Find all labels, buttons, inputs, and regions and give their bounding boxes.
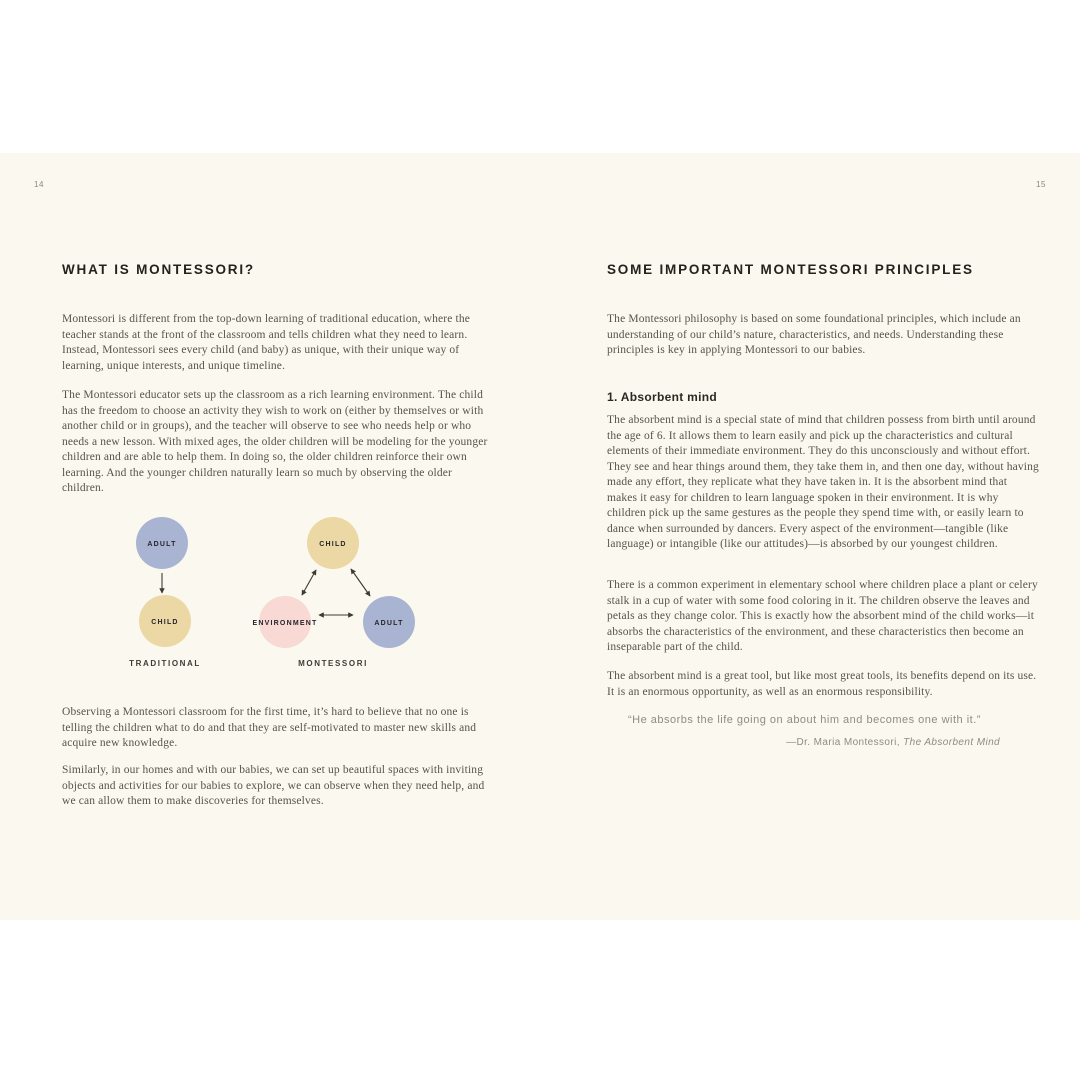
montessori-vs-traditional-diagram bbox=[62, 515, 494, 677]
quote-attribution bbox=[628, 737, 1000, 748]
right-page-title: SOME IMPORTANT MONTESSORI PRINCIPLES bbox=[607, 262, 974, 277]
diagram-canvas bbox=[62, 515, 492, 677]
quote-attribution-book-title: The Absorbent Mind bbox=[903, 737, 1000, 748]
page-number-left: 14 bbox=[34, 180, 44, 189]
traditional-adult-label: ADULT bbox=[147, 541, 177, 548]
page-number-right: 15 bbox=[1036, 180, 1046, 189]
quote-text: “He absorbs the life going on about him and becomes one with it.” bbox=[628, 714, 981, 726]
montessori-caption: MONTESSORI bbox=[298, 659, 368, 668]
traditional-child-label: CHILD bbox=[151, 619, 179, 626]
left-page-title: WHAT IS MONTESSORI? bbox=[62, 262, 255, 277]
section-heading-absorbent-mind: 1. Absorbent mind bbox=[607, 390, 717, 404]
paragraph: The absorbent mind is a great tool, but like most great tools, its benefits depend on its use. It is an enormous opportunity, as well as an enormous responsibility. bbox=[607, 670, 1037, 698]
traditional-caption: TRADITIONAL bbox=[129, 659, 201, 668]
paragraph: Montessori is different from the top-down learning of traditional education, where the teacher stands at the front of the classroom and tells children what they need to learn. Instead, Montessori sees every child (and baby) as unique, with their unique way of learning, unique interests, and unique timeline. bbox=[62, 313, 471, 372]
quote-attribution-author: —Dr. Maria Montessori, bbox=[786, 737, 904, 748]
montessori-environment-label: ENVIRONMENT bbox=[252, 620, 318, 627]
paragraph: Similarly, in our homes and with our babies, we can set up beautiful spaces with inviting objects and activities for our babies to explore, we can observe when they need help, and we can allow them to make discoveries for themselves. bbox=[62, 764, 485, 807]
paragraph: There is a common experiment in elementary school where children place a plant or celery stalk in a cup of water with some food coloring in it. The children observe the leaves and petals as they change color. This is exactly how the absorbent mind of the child works—it absorbs the characteristics of the environment, and these characteristics then become an inseparable part of the child. bbox=[607, 579, 1038, 653]
paragraph: The Montessori educator sets up the classroom as a rich learning environment. The child has the freedom to choose an activity they wish to work on (either by themselves or with another child or in groups), and the teacher will observe to see who needs help or who needs a new lesson. With mixed ages, the older children will be modeling for the younger children and are able to help them. In doing so, the older children reinforce their own learning. And the younger children naturally learn so much by observing the older children. bbox=[62, 389, 488, 494]
double-arrow-child-environment bbox=[302, 570, 316, 595]
montessori-child-label: CHILD bbox=[319, 541, 347, 548]
pull-quote bbox=[628, 714, 1000, 748]
montessori-adult-label: ADULT bbox=[374, 620, 404, 627]
book-spread bbox=[0, 153, 1080, 920]
double-arrow-child-adult bbox=[351, 569, 370, 596]
paragraph: The Montessori philosophy is based on some foundational principles, which include an understanding of our child’s nature, characteristics, and needs. Understanding these principles is key in applying Montessori to our babies. bbox=[607, 313, 1021, 356]
paragraph: The absorbent mind is a special state of mind that children possess from birth until around the age of 6. It allows them to learn easily and pick up the characteristics and cultural elements of their immediate environment. They do this unconsciously and without effort. They see and hear things around them, they take them in, and then one day, without having made any effort, they replicate what they have taken in. It is the absorbent mind that makes it easy for children to learn language spoken in their environment. It is why children pick up the same gestures as the people they spend time with, or easily learn to dance when surrounded by dancers. Every aspect of the environment—tangible (like language) or intangible (like our attitudes)—is absorbed by our youngest children. bbox=[607, 414, 1039, 550]
paragraph: Observing a Montessori classroom for the first time, it’s hard to believe that no one is telling the children what to do and that they are self-motivated to master new skills and acquire new knowledge. bbox=[62, 706, 477, 749]
